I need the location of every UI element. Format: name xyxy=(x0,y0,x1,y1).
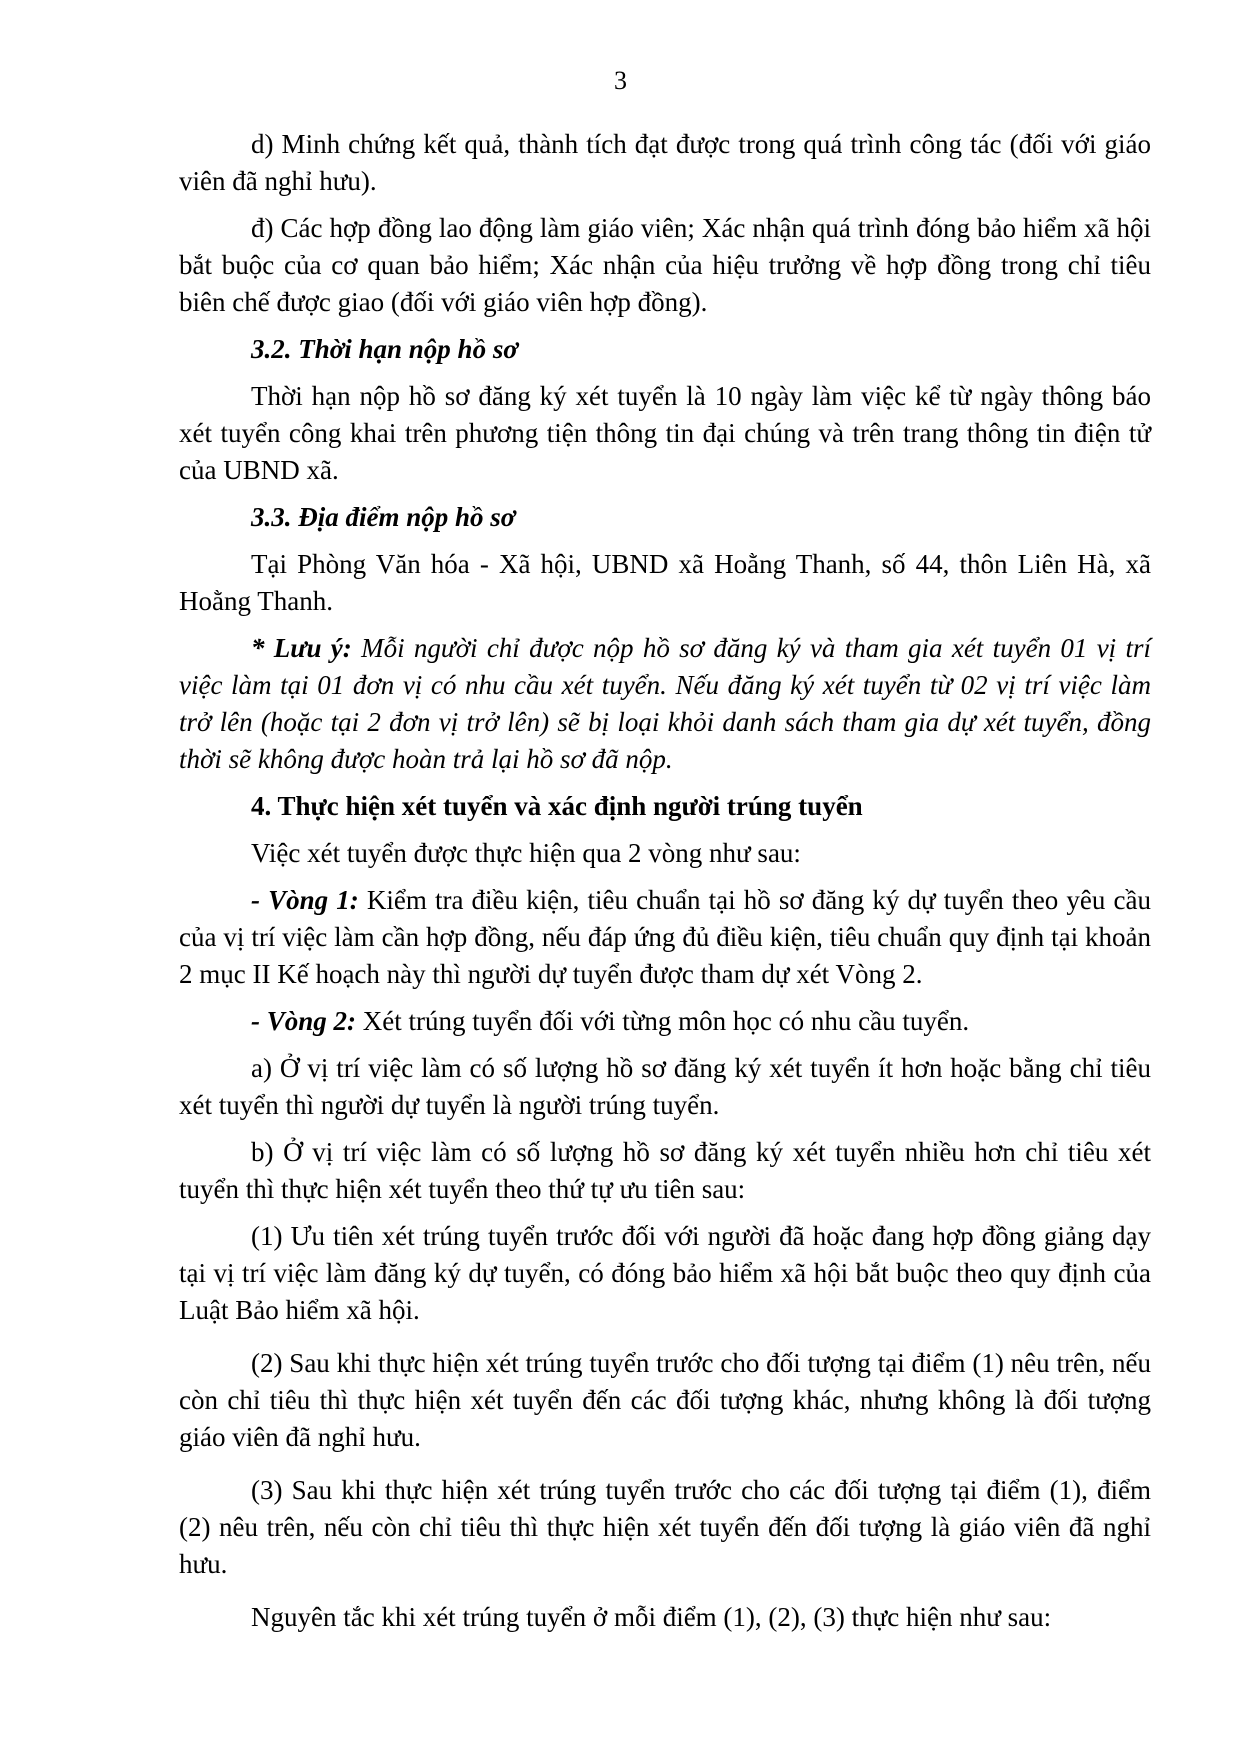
round-2-label: - Vòng 2: xyxy=(251,1006,357,1036)
paragraph-deadline: Thời hạn nộp hồ sơ đăng ký xét tuyển là 10 ngày làm việc kể từ ngày thông báo xét tuyển công khai trên phương tiện thông tin đại chúng và trên trang thông tin điện tử của UBND xã. xyxy=(179,381,1151,485)
round-1-label: - Vòng 1: xyxy=(251,885,359,915)
paragraph-priority-3: (3) Sau khi thực hiện xét trúng tuyển trước cho các đối tượng tại điểm (1), điểm (2) nêu trên, nếu còn chỉ tiêu thì thực hiện xét tuyển đến đối tượng là giáo viên đã nghỉ hưu. xyxy=(179,1475,1151,1579)
page-number: 3 xyxy=(614,66,627,95)
paragraph-location: Tại Phòng Văn hóa - Xã hội, UBND xã Hoằng Thanh, số 44, thôn Liên Hà, xã Hoằng Thanh. xyxy=(179,549,1151,616)
paragraph-rounds-intro: Việc xét tuyển được thực hiện qua 2 vòng như sau: xyxy=(251,838,801,868)
note-label: * Lưu ý: xyxy=(251,633,352,663)
paragraph-a: a) Ở vị trí việc làm có số lượng hồ sơ đăng ký xét tuyển ít hơn hoặc bằng chỉ tiêu xét tuyển thì người dự tuyển là người trúng tuyển. xyxy=(179,1053,1151,1120)
paragraph-principles: Nguyên tắc khi xét trúng tuyển ở mỗi điểm (1), (2), (3) thực hiện như sau: xyxy=(251,1602,1052,1632)
paragraph-round-2 xyxy=(179,1003,1151,1040)
paragraph-dd: đ) Các hợp đồng lao động làm giáo viên; Xác nhận quá trình đóng bảo hiểm xã hội bắt buộc của cơ quan bảo hiểm; Xác nhận của hiệu trưởng về hợp đồng trong chỉ tiêu biên chế được giao (đối với giáo viên hợp đồng). xyxy=(179,213,1151,317)
round-2-text: Xét trúng tuyển đối với từng môn học có nhu cầu tuyển. xyxy=(356,1006,970,1036)
heading-4: 4. Thực hiện xét tuyển và xác định người trúng tuyển xyxy=(251,791,863,821)
paragraph-b: b) Ở vị trí việc làm có số lượng hồ sơ đăng ký xét tuyển nhiều hơn chỉ tiêu xét tuyển thì thực hiện xét tuyển theo thứ tự ưu tiên sau: xyxy=(179,1137,1151,1204)
paragraph-d: d) Minh chứng kết quả, thành tích đạt được trong quá trình công tác (đối với giáo viên đã nghỉ hưu). xyxy=(179,129,1151,196)
heading-3-2: 3.2. Thời hạn nộp hồ sơ xyxy=(251,334,518,364)
paragraph-priority-2: (2) Sau khi thực hiện xét trúng tuyển trước cho đối tượng tại điểm (1) nêu trên, nếu còn chỉ tiêu thì thực hiện xét tuyển đến các đối tượng khác, nhưng không là đối tượng giáo viên đã nghỉ hưu. xyxy=(179,1348,1151,1452)
note-text: Mỗi người chỉ được nộp hồ sơ đăng ký và tham gia xét tuyển 01 vị trí việc làm tại 01 đơn vị có nhu cầu xét tuyển. Nếu đăng ký xét tuyển từ 02 vị trí việc làm trở lên (hoặc tại 2 đơn vị trở lên) sẽ bị loại khỏi danh sách tham gia dự xét tuyển, đồng thời sẽ không được hoàn trả lại hồ sơ đã nộp. xyxy=(179,633,1151,774)
paragraph-round-1 xyxy=(179,882,1151,993)
document-body xyxy=(179,126,1151,1646)
heading-3-3: 3.3. Địa điểm nộp hồ sơ xyxy=(251,502,516,532)
paragraph-priority-1: (1) Ưu tiên xét trúng tuyển trước đối với người đã hoặc đang hợp đồng giảng dạy tại vị trí việc làm đăng ký dự tuyển, có đóng bảo hiểm xã hội bắt buộc theo quy định của Luật Bảo hiểm xã hội. xyxy=(179,1221,1151,1325)
round-1-text: Kiểm tra điều kiện, tiêu chuẩn tại hồ sơ đăng ký dự tuyển theo yêu cầu của vị trí việc làm cần hợp đồng, nếu đáp ứng đủ điều kiện, tiêu chuẩn quy định tại khoản 2 mục II Kế hoạch này thì người dự tuyển được tham dự xét Vòng 2. xyxy=(179,885,1151,989)
note-paragraph xyxy=(179,630,1151,778)
